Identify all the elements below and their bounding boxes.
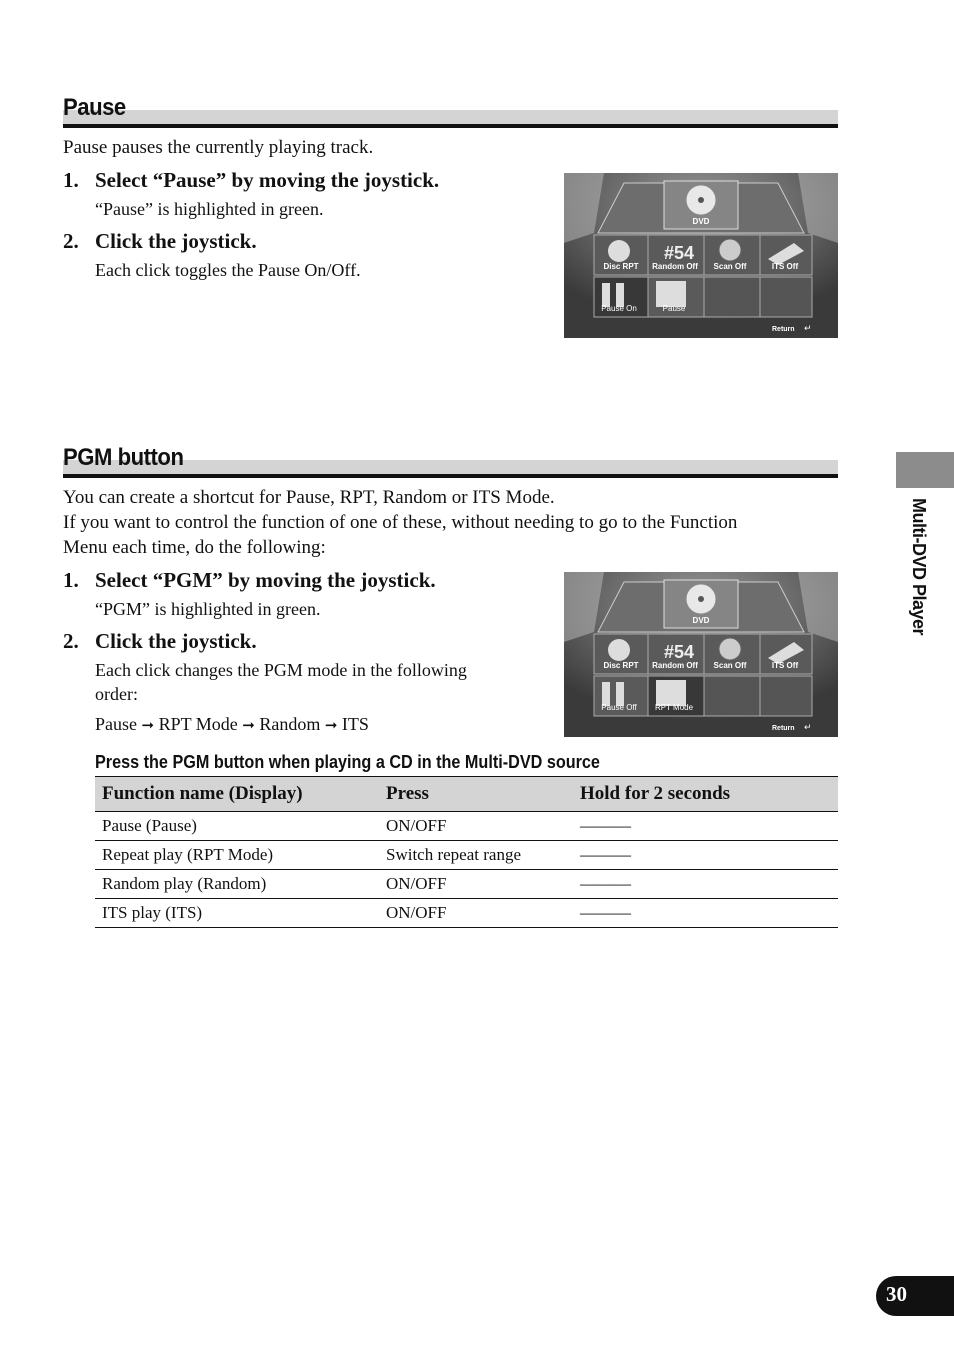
pgm-menu-screenshot	[564, 572, 838, 737]
table-cell: ON/OFF	[379, 870, 573, 899]
pgm-section-header	[63, 444, 838, 480]
svg-text:ITS Off: ITS Off	[771, 661, 799, 670]
table-row	[95, 841, 838, 870]
scan-icon	[719, 638, 741, 660]
chapter-tab-marker	[896, 452, 954, 488]
column-header: Function name (Display)	[95, 777, 379, 812]
arrow-right-icon: ➞	[141, 718, 155, 734]
pgm-step-2-note-2: order:	[95, 684, 138, 704]
pgm-step-1-note: “PGM” is highlighted in green.	[95, 599, 321, 619]
pgm-intro-2: If you want to control the function of one of these, without needing to go to the Function	[63, 512, 738, 533]
pgm-step-2: 2. Click the joystick.	[63, 629, 257, 653]
svg-text:RPT Mode: RPT Mode	[654, 703, 694, 712]
arrow-right-icon: ➞	[242, 718, 255, 734]
table-cell: ———	[573, 870, 838, 899]
return-label: Return	[772, 326, 795, 333]
table-cell: ON/OFF	[379, 812, 573, 841]
svg-text:Pause Off: Pause Off	[601, 703, 637, 712]
menu-screen-graphic	[564, 572, 838, 737]
table-cell: ———	[573, 899, 838, 928]
pgm-intro-1: You can create a shortcut for Pause, RPT, Random or ITS Mode.	[63, 487, 555, 508]
pause-step-1-note: “Pause” is highlighted in green.	[95, 199, 324, 219]
table-row	[95, 870, 838, 899]
table-cell: ITS play (ITS)	[95, 899, 379, 928]
arrow-right-icon: ➞	[324, 718, 338, 734]
column-header: Press	[379, 777, 573, 812]
table-cell: ———	[573, 841, 838, 870]
return-arrow-icon: ↵	[804, 324, 812, 334]
svg-text:ITS Off: ITS Off	[771, 262, 799, 271]
pause-step-2: 2. Click the joystick.	[63, 229, 257, 253]
svg-text:Disc RPT: Disc RPT	[603, 262, 639, 271]
svg-text:Scan Off: Scan Off	[713, 661, 747, 670]
pause-intro: Pause pauses the currently playing track.	[63, 137, 374, 158]
pause-section-title: Pause	[63, 94, 126, 121]
pgm-step-2-note-1: Each click changes the PGM mode in the following	[95, 660, 467, 680]
disc-icon	[608, 639, 630, 661]
table-cell: Pause (Pause)	[95, 812, 379, 841]
svg-text:Pause: Pause	[662, 304, 686, 313]
scan-icon	[719, 239, 741, 261]
pause-section-header	[63, 94, 838, 130]
table-caption: Press the PGM button when playing a CD in the Multi-DVD source	[95, 752, 600, 772]
table-header-row	[95, 777, 838, 812]
dvd-label: DVD	[692, 217, 710, 226]
chapter-side-label: Multi-DVD Player	[909, 498, 929, 636]
table-row	[95, 812, 838, 841]
dvd-label: DVD	[692, 616, 710, 625]
menu-screen-graphic	[564, 173, 838, 338]
pgm-intro-3: Menu each time, do the following:	[63, 537, 326, 558]
return-label: Return	[772, 725, 795, 732]
pgm-section-title: PGM button	[63, 444, 184, 471]
svg-text:Disc RPT: Disc RPT	[603, 661, 639, 670]
pgm-function-table	[95, 776, 838, 928]
random-icon: #54	[664, 243, 695, 263]
table-row	[95, 899, 838, 928]
pgm-order-sequence: Pause ➞ RPT Mode ➞ Random ➞ ITS	[95, 714, 369, 734]
pause-menu-screenshot	[564, 173, 838, 338]
svg-text:Scan Off: Scan Off	[713, 262, 747, 271]
disc-icon	[608, 240, 630, 262]
random-icon: #54	[664, 642, 695, 662]
pause-step-1: 1. Select “Pause” by moving the joystick.	[63, 168, 440, 192]
return-arrow-icon: ↵	[804, 723, 812, 733]
svg-text:Random Off: Random Off	[652, 661, 698, 670]
page-number-badge	[876, 1276, 954, 1316]
table-cell: ———	[573, 812, 838, 841]
svg-text:Random Off: Random Off	[652, 262, 698, 271]
table-cell: Random play (Random)	[95, 870, 379, 899]
page-number: 30	[886, 1282, 907, 1306]
table-cell: ON/OFF	[379, 899, 573, 928]
column-header: Hold for 2 seconds	[573, 777, 838, 812]
table-cell: Switch repeat range	[379, 841, 573, 870]
pgm-step-1: 1. Select “PGM” by moving the joystick.	[63, 568, 436, 592]
table-cell: Repeat play (RPT Mode)	[95, 841, 379, 870]
svg-text:Pause On: Pause On	[601, 304, 637, 313]
pause-step-2-note: Each click toggles the Pause On/Off.	[95, 260, 361, 280]
